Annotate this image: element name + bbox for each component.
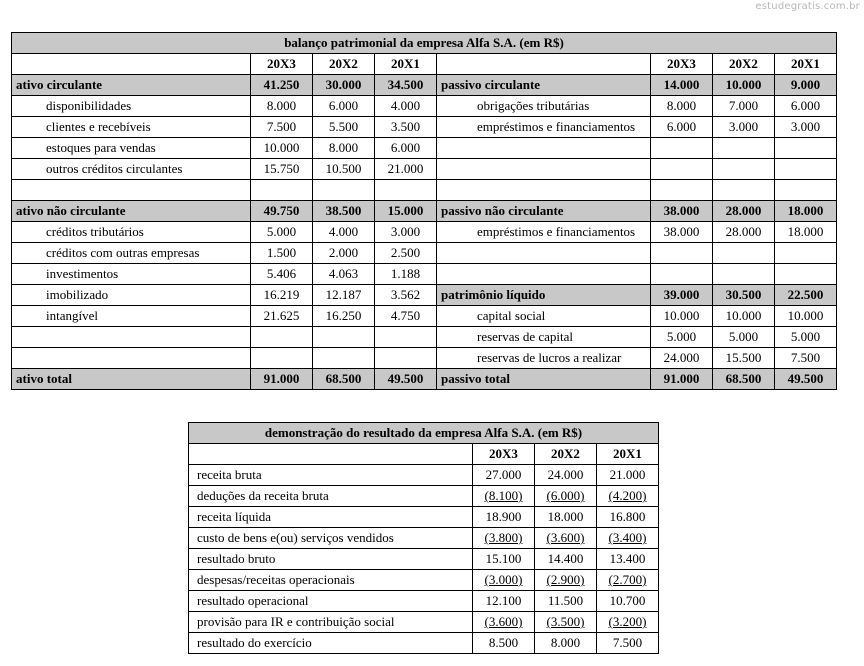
table-row: [189, 507, 659, 528]
value-cell: 3.500: [375, 117, 437, 138]
value-cell: [775, 264, 837, 285]
value-cell: 22.500: [775, 285, 837, 306]
value-text: 11.500: [547, 593, 584, 608]
value-cell: 6.000: [775, 96, 837, 117]
value-cell: 30.500: [713, 285, 775, 306]
line-item-label: clientes e recebíveis: [12, 117, 251, 138]
table-row: [189, 528, 659, 549]
value-cell: [775, 243, 837, 264]
line-item-label: obrigações tributárias: [437, 96, 651, 117]
balance-year-header-row: [12, 54, 837, 75]
value-cell: [535, 549, 597, 570]
table-row: [189, 486, 659, 507]
line-item-label: intangível: [12, 306, 251, 327]
value-cell: [375, 348, 437, 369]
value-cell: [473, 465, 535, 486]
value-cell: 16.250: [313, 306, 375, 327]
value-cell: 8.000: [651, 96, 713, 117]
value-cell: [375, 327, 437, 348]
value-text: (4.200): [608, 488, 647, 503]
table-row: [189, 549, 659, 570]
value-cell: 10.000: [775, 306, 837, 327]
table-row: [12, 306, 837, 327]
value-cell: [597, 612, 659, 633]
value-text: (2.900): [546, 572, 585, 587]
blank-cell: [12, 54, 251, 75]
year-header: 20X1: [597, 444, 659, 465]
line-item-label: receita líquida: [189, 507, 473, 528]
table-row: [189, 570, 659, 591]
value-cell: [651, 138, 713, 159]
value-text: 18.000: [547, 509, 584, 524]
income-statement-table: [188, 422, 659, 654]
value-cell: 5.500: [313, 117, 375, 138]
value-cell: 2.000: [313, 243, 375, 264]
value-cell: 15.500: [713, 348, 775, 369]
table-row: [12, 369, 837, 390]
value-cell: 7.000: [713, 96, 775, 117]
table-row: [12, 75, 837, 96]
line-item-label: resultado bruto: [189, 549, 473, 570]
value-cell: 49.750: [251, 201, 313, 222]
income-year-header-row: [189, 444, 659, 465]
section-label: passivo circulante: [437, 75, 651, 96]
value-cell: 14.000: [651, 75, 713, 96]
value-cell: 28.000: [713, 222, 775, 243]
value-cell: [535, 633, 597, 654]
value-cell: [535, 507, 597, 528]
table-row: [12, 243, 837, 264]
value-text: (8.100): [484, 488, 523, 503]
table-row: [12, 159, 837, 180]
table-row: [12, 222, 837, 243]
value-cell: [775, 180, 837, 201]
section-label: patrimônio líquido: [437, 285, 651, 306]
value-text: (3.000): [484, 572, 523, 587]
value-cell: 1.188: [375, 264, 437, 285]
value-cell: [713, 138, 775, 159]
section-label: ativo circulante: [12, 75, 251, 96]
value-cell: 41.250: [251, 75, 313, 96]
value-cell: [313, 327, 375, 348]
value-cell: [473, 486, 535, 507]
year-header: 20X3: [473, 444, 535, 465]
value-cell: 10.000: [251, 138, 313, 159]
value-cell: [535, 528, 597, 549]
value-cell: [535, 570, 597, 591]
value-cell: 6.000: [313, 96, 375, 117]
value-cell: [713, 180, 775, 201]
value-cell: [775, 138, 837, 159]
value-cell: [535, 591, 597, 612]
line-item-label: custo de bens e(ou) serviços vendidos: [189, 528, 473, 549]
value-cell: [313, 180, 375, 201]
value-cell: 7.500: [251, 117, 313, 138]
table-row: [189, 633, 659, 654]
table-row: [189, 465, 659, 486]
value-cell: 10.500: [313, 159, 375, 180]
value-cell: 28.000: [713, 201, 775, 222]
line-item-label: [12, 180, 251, 201]
value-cell: 1.500: [251, 243, 313, 264]
value-cell: 30.000: [313, 75, 375, 96]
value-cell: [651, 159, 713, 180]
value-cell: [251, 348, 313, 369]
section-label: ativo total: [12, 369, 251, 390]
value-text: (3.600): [484, 614, 523, 629]
value-text: 21.000: [609, 467, 646, 482]
value-cell: 4.750: [375, 306, 437, 327]
value-cell: [651, 264, 713, 285]
value-cell: 38.000: [651, 222, 713, 243]
value-text: (3.500): [546, 614, 585, 629]
line-item-label: receita bruta: [189, 465, 473, 486]
value-cell: 5.000: [651, 327, 713, 348]
value-cell: 12.187: [313, 285, 375, 306]
value-cell: [535, 612, 597, 633]
line-item-label: despesas/receitas operacionais: [189, 570, 473, 591]
value-text: (3.400): [608, 530, 647, 545]
value-cell: 9.000: [775, 75, 837, 96]
value-cell: 5.000: [713, 327, 775, 348]
line-item-label: [437, 180, 651, 201]
value-cell: [651, 180, 713, 201]
line-item-label: resultado do exercício: [189, 633, 473, 654]
value-cell: 18.000: [775, 222, 837, 243]
value-cell: 15.750: [251, 159, 313, 180]
value-cell: [713, 264, 775, 285]
value-cell: 91.000: [651, 369, 713, 390]
line-item-label: [437, 243, 651, 264]
table-row: [12, 327, 837, 348]
line-item-label: capital social: [437, 306, 651, 327]
value-cell: [473, 591, 535, 612]
value-cell: 24.000: [651, 348, 713, 369]
value-text: (3.800): [484, 530, 523, 545]
value-cell: [251, 327, 313, 348]
value-text: 8.500: [488, 635, 519, 650]
value-cell: [473, 612, 535, 633]
value-cell: 18.000: [775, 201, 837, 222]
value-cell: [597, 507, 659, 528]
value-cell: 8.000: [251, 96, 313, 117]
value-cell: [651, 243, 713, 264]
balance-sheet-title: balanço patrimonial da empresa Alfa S.A. (em R$): [12, 33, 837, 54]
section-label: passivo total: [437, 369, 651, 390]
value-cell: 5.000: [775, 327, 837, 348]
value-cell: 3.562: [375, 285, 437, 306]
value-cell: [597, 591, 659, 612]
year-header: 20X2: [713, 54, 775, 75]
line-item-label: reservas de capital: [437, 327, 651, 348]
value-cell: 38.000: [651, 201, 713, 222]
line-item-label: outros créditos circulantes: [12, 159, 251, 180]
value-text: 13.400: [609, 551, 646, 566]
section-label: passivo não circulante: [437, 201, 651, 222]
line-item-label: [12, 327, 251, 348]
value-cell: 15.000: [375, 201, 437, 222]
value-cell: 7.500: [775, 348, 837, 369]
value-cell: 38.500: [313, 201, 375, 222]
value-cell: 10.000: [651, 306, 713, 327]
year-header: 20X3: [651, 54, 713, 75]
value-cell: [375, 180, 437, 201]
value-cell: 16.219: [251, 285, 313, 306]
value-cell: 10.000: [713, 75, 775, 96]
value-cell: 68.500: [713, 369, 775, 390]
value-text: 12.100: [485, 593, 522, 608]
table-row: [189, 591, 659, 612]
value-cell: 3.000: [775, 117, 837, 138]
line-item-label: imobilizado: [12, 285, 251, 306]
value-text: 10.700: [609, 593, 646, 608]
value-text: 16.800: [609, 509, 646, 524]
blank-cell: [189, 444, 473, 465]
value-cell: [313, 348, 375, 369]
value-cell: 4.000: [375, 96, 437, 117]
blank-cell: [437, 54, 651, 75]
value-cell: 8.000: [313, 138, 375, 159]
value-text: (3.600): [546, 530, 585, 545]
value-cell: 68.500: [313, 369, 375, 390]
value-cell: [713, 243, 775, 264]
table-row: [12, 264, 837, 285]
value-text: 8.000: [550, 635, 581, 650]
value-cell: 21.000: [375, 159, 437, 180]
value-cell: [775, 159, 837, 180]
line-item-label: resultado operacional: [189, 591, 473, 612]
line-item-label: empréstimos e financiamentos: [437, 117, 651, 138]
table-row: [12, 96, 837, 117]
table-row: [12, 348, 837, 369]
value-cell: [597, 633, 659, 654]
value-text: 24.000: [547, 467, 584, 482]
value-cell: 6.000: [375, 138, 437, 159]
section-label: ativo não circulante: [12, 201, 251, 222]
value-cell: [473, 633, 535, 654]
value-text: 18.900: [485, 509, 522, 524]
income-statement-title: demonstração do resultado da empresa Alfa S.A. (em R$): [189, 423, 659, 444]
line-item-label: reservas de lucros a realizar: [437, 348, 651, 369]
value-cell: [535, 465, 597, 486]
value-text: 7.500: [612, 635, 643, 650]
table-row: [12, 117, 837, 138]
year-header: 20X2: [313, 54, 375, 75]
value-text: 15.100: [485, 551, 522, 566]
value-text: (6.000): [546, 488, 585, 503]
value-cell: 91.000: [251, 369, 313, 390]
value-cell: 49.500: [375, 369, 437, 390]
year-header: 20X1: [375, 54, 437, 75]
balance-sheet-table: [11, 32, 837, 390]
table-row: [12, 138, 837, 159]
value-cell: [713, 159, 775, 180]
line-item-label: estoques para vendas: [12, 138, 251, 159]
value-cell: [597, 465, 659, 486]
value-cell: [535, 486, 597, 507]
year-header: 20X3: [251, 54, 313, 75]
value-cell: 4.063: [313, 264, 375, 285]
table-row: [12, 180, 837, 201]
line-item-label: [437, 159, 651, 180]
year-header: 20X1: [775, 54, 837, 75]
line-item-label: provisão para IR e contribuição social: [189, 612, 473, 633]
value-cell: [597, 570, 659, 591]
value-cell: [473, 507, 535, 528]
table-row: [189, 612, 659, 633]
line-item-label: investimentos: [12, 264, 251, 285]
line-item-label: [437, 138, 651, 159]
value-text: 27.000: [485, 467, 522, 482]
value-cell: 3.000: [375, 222, 437, 243]
value-cell: 4.000: [313, 222, 375, 243]
value-cell: [473, 549, 535, 570]
table-row: [12, 285, 837, 306]
value-cell: 39.000: [651, 285, 713, 306]
value-cell: 3.000: [713, 117, 775, 138]
value-cell: [597, 486, 659, 507]
value-cell: [597, 528, 659, 549]
value-cell: 5.406: [251, 264, 313, 285]
line-item-label: empréstimos e financiamentos: [437, 222, 651, 243]
value-cell: 34.500: [375, 75, 437, 96]
line-item-label: deduções da receita bruta: [189, 486, 473, 507]
value-cell: [473, 528, 535, 549]
value-cell: 49.500: [775, 369, 837, 390]
line-item-label: [12, 348, 251, 369]
table-row: [12, 201, 837, 222]
value-cell: 6.000: [651, 117, 713, 138]
value-text: (3.200): [608, 614, 647, 629]
watermark: estudegratis.com.br: [755, 1, 860, 12]
value-cell: [251, 180, 313, 201]
value-cell: 21.625: [251, 306, 313, 327]
year-header: 20X2: [535, 444, 597, 465]
value-cell: 2.500: [375, 243, 437, 264]
value-cell: [473, 570, 535, 591]
value-cell: 5.000: [251, 222, 313, 243]
line-item-label: disponibilidades: [12, 96, 251, 117]
line-item-label: [437, 264, 651, 285]
value-text: (2.700): [608, 572, 647, 587]
value-cell: [597, 549, 659, 570]
line-item-label: créditos com outras empresas: [12, 243, 251, 264]
value-text: 14.400: [547, 551, 584, 566]
value-cell: 10.000: [713, 306, 775, 327]
line-item-label: créditos tributários: [12, 222, 251, 243]
